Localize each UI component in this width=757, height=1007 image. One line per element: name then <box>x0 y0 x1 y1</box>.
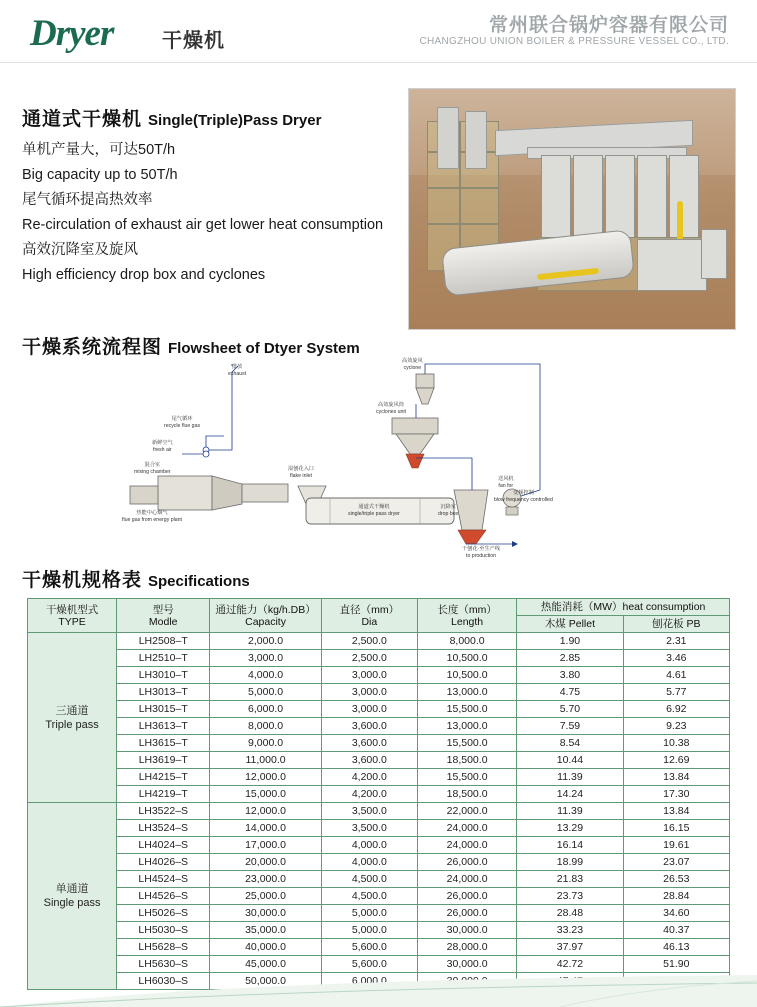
cell-length: 8,000.0 <box>417 633 516 650</box>
cell-length: 26,000.0 <box>417 888 516 905</box>
table-row <box>28 667 730 684</box>
group-label-single-pass: 单通道 Single pass <box>28 803 117 990</box>
cell-length: 28,000.0 <box>417 939 516 956</box>
table-row <box>28 871 730 888</box>
feature-item: 高效沉降室及旋风 <box>22 242 138 258</box>
footer-decoration <box>0 973 757 1007</box>
cell-model: LH4026–S <box>117 854 210 871</box>
cell-pellet: 11.39 <box>517 803 623 820</box>
table-row <box>28 718 730 735</box>
cell-length: 30,000.0 <box>417 922 516 939</box>
cell-diameter: 5,000.0 <box>321 905 417 922</box>
cell-pellet: 33.23 <box>517 922 623 939</box>
section-heading-flowsheet-cn: 干燥系统流程图 <box>22 337 163 358</box>
photo-discharge-box <box>637 239 707 291</box>
cell-pb: 16.15 <box>623 820 729 837</box>
cell-length: 30,000.0 <box>417 956 516 973</box>
cell-capacity: 6,000.0 <box>210 701 321 718</box>
flowsheet-label: 高效旋风 cyclone <box>402 358 423 371</box>
table-row <box>28 888 730 905</box>
cell-capacity: 23,000.0 <box>210 871 321 888</box>
page-title-en: Dryer <box>30 13 114 54</box>
cell-pellet: 10.44 <box>517 752 623 769</box>
cell-capacity: 9,000.0 <box>210 735 321 752</box>
cell-length: 24,000.0 <box>417 820 516 837</box>
cell-pellet: 5.70 <box>517 701 623 718</box>
cell-length: 18,500.0 <box>417 752 516 769</box>
cell-capacity: 12,000.0 <box>210 803 321 820</box>
cell-diameter: 5,600.0 <box>321 956 417 973</box>
flowsheet-label: 尾气循环 recycle flue gas <box>164 416 201 429</box>
page-title-cn: 干燥机 <box>162 30 225 52</box>
cell-pellet: 4.75 <box>517 684 623 701</box>
cell-diameter: 4,500.0 <box>321 871 417 888</box>
col-model: 型号 Modle <box>117 599 210 633</box>
cell-pb: 19.61 <box>623 837 729 854</box>
feature-item: 尾气循环提高热效率 <box>22 192 153 208</box>
cell-model: LH3524–S <box>117 820 210 837</box>
cell-length: 10,500.0 <box>417 667 516 684</box>
cell-capacity: 5,000.0 <box>210 684 321 701</box>
cell-pb: 13.84 <box>623 803 729 820</box>
cell-capacity: 20,000.0 <box>210 854 321 871</box>
cell-pb: 40.37 <box>623 922 729 939</box>
col-length: 长度（mm） Length <box>417 599 516 633</box>
cell-model: LH2510–T <box>117 650 210 667</box>
cell-diameter: 4,500.0 <box>321 888 417 905</box>
table-header <box>28 599 730 633</box>
cell-pellet: 16.14 <box>517 837 623 854</box>
cell-diameter: 2,500.0 <box>321 650 417 667</box>
cell-model: LH3522–S <box>117 803 210 820</box>
cell-model: LH5026–S <box>117 905 210 922</box>
col-capacity: 通过能力（kg/h.DB） Capacity <box>210 599 321 633</box>
section-heading-flowsheet-en: Flowsheet of Dtyer System <box>168 340 360 357</box>
cyclones-unit-symbol <box>392 418 438 468</box>
product-photo-dryer-plant <box>408 88 736 330</box>
cell-capacity: 2,000.0 <box>210 633 321 650</box>
cell-capacity: 30,000.0 <box>210 905 321 922</box>
photo-cyclone-unit <box>573 155 603 239</box>
flowsheet-label: 高效旋风筒 cyclones unit <box>376 402 406 415</box>
cell-pellet: 28.48 <box>517 905 623 922</box>
cell-model: LH6030–S <box>117 973 210 990</box>
page-header <box>0 0 757 62</box>
table-row <box>28 820 730 837</box>
cell-length: 15,500.0 <box>417 769 516 786</box>
group-label-triple-pass: 三通道 Triple pass <box>28 633 117 803</box>
section-heading-dryer <box>22 104 321 131</box>
cell-capacity: 45,000.0 <box>210 956 321 973</box>
cell-pb: 23.07 <box>623 854 729 871</box>
cell-pb: 10.38 <box>623 735 729 752</box>
drop-box-symbol <box>454 490 488 544</box>
col-type: 干燥机型式 TYPE <box>28 599 117 633</box>
cell-diameter: 2,500.0 <box>321 633 417 650</box>
feature-item: 单机产量大，可达50T/h <box>22 142 176 158</box>
cell-model: LH4526–S <box>117 888 210 905</box>
cell-diameter: 3,500.0 <box>321 803 417 820</box>
section-heading-specifications <box>22 565 250 592</box>
photo-cyclone-unit <box>605 155 635 239</box>
cell-capacity: 3,000.0 <box>210 650 321 667</box>
cell-model: LH4524–S <box>117 871 210 888</box>
photo-cyclone-unit <box>637 155 667 239</box>
photo-cyclone-unit <box>541 155 571 239</box>
cell-length: 10,500.0 <box>417 650 516 667</box>
cell-diameter: 3,600.0 <box>321 718 417 735</box>
company-name-cn: 常州联合锅炉容器有限公司 <box>488 15 729 36</box>
mixing-chamber-symbol <box>158 476 242 510</box>
photo-steel-beam <box>427 223 499 225</box>
photo-cyclone-tower <box>465 111 487 169</box>
table-row <box>28 837 730 854</box>
table-row <box>28 803 730 820</box>
cell-pb: 17.30 <box>623 786 729 803</box>
cell-diameter: 3,000.0 <box>321 684 417 701</box>
cell-pb: 26.53 <box>623 871 729 888</box>
cell-pellet: 21.83 <box>517 871 623 888</box>
cell-length: 26,000.0 <box>417 905 516 922</box>
specifications-table <box>27 598 730 990</box>
cell-length: 15,500.0 <box>417 701 516 718</box>
cell-pellet: 13.29 <box>517 820 623 837</box>
cell-capacity: 25,000.0 <box>210 888 321 905</box>
cell-pb: 12.69 <box>623 752 729 769</box>
cell-pellet: 3.80 <box>517 667 623 684</box>
cell-pb: 4.61 <box>623 667 729 684</box>
cell-model: LH3015–T <box>117 701 210 718</box>
table-row <box>28 735 730 752</box>
company-name-en: CHANGZHOU UNION BOILER & PRESSURE VESSEL CO., LTD. <box>419 36 729 47</box>
cell-pb: 2.31 <box>623 633 729 650</box>
table-row <box>28 752 730 769</box>
cell-model: LH3010–T <box>117 667 210 684</box>
cell-pellet: 42.72 <box>517 956 623 973</box>
section-heading-dryer-en: Single(Triple)Pass Dryer <box>148 112 322 129</box>
cell-capacity: 4,000.0 <box>210 667 321 684</box>
flowsheet-label: 排放 exhaust <box>228 364 247 377</box>
cyclone-symbol <box>416 374 434 404</box>
cell-diameter: 4,200.0 <box>321 769 417 786</box>
cell-pb: 3.46 <box>623 650 729 667</box>
cell-pb: 34.60 <box>623 905 729 922</box>
cell-model: LH2508–T <box>117 633 210 650</box>
cell-diameter: 4,200.0 <box>321 786 417 803</box>
table-row <box>28 633 730 650</box>
flowsheet-label: 沉降室 drop box <box>438 504 459 517</box>
cell-diameter: 6,000.0 <box>321 973 417 990</box>
cell-diameter: 5,600.0 <box>321 939 417 956</box>
flowsheet-label: 通道式干燥机 single/triple pass dryer <box>348 504 400 517</box>
section-heading-flowsheet <box>22 332 360 359</box>
photo-cyclone-unit <box>669 155 699 239</box>
cell-length: 13,000.0 <box>417 684 516 701</box>
cell-model: LH4024–S <box>117 837 210 854</box>
cell-length: 13,000.0 <box>417 718 516 735</box>
table-row <box>28 650 730 667</box>
cell-capacity: 40,000.0 <box>210 939 321 956</box>
cell-capacity: 14,000.0 <box>210 820 321 837</box>
cell-diameter: 3,500.0 <box>321 820 417 837</box>
cell-pellet: 2.85 <box>517 650 623 667</box>
flowsheet-label: 新鲜空气 fresh air <box>152 440 173 453</box>
cell-length: 18,500.0 <box>417 786 516 803</box>
photo-steel-beam <box>427 187 499 189</box>
header-divider <box>0 62 757 63</box>
feature-item: Re-circulation of exhaust air get lower heat consumption <box>22 217 384 233</box>
cell-diameter: 3,000.0 <box>321 667 417 684</box>
table-row <box>28 854 730 871</box>
cell-length: 15,500.0 <box>417 735 516 752</box>
cell-capacity: 17,000.0 <box>210 837 321 854</box>
cell-length: 24,000.0 <box>417 871 516 888</box>
cell-model: LH4219–T <box>117 786 210 803</box>
table-row <box>28 956 730 973</box>
feature-item: Big capacity up to 50T/h <box>22 167 178 183</box>
flowsheet-label: 干刨花·至生产线 to production <box>462 546 501 559</box>
cell-model: LH5630–S <box>117 956 210 973</box>
flowsheet-label: 送风机 fan for <box>498 476 514 489</box>
table-row <box>28 905 730 922</box>
valve-symbol <box>203 447 209 457</box>
cell-model: LH3613–T <box>117 718 210 735</box>
flowsheet-label: 混合室 mixing chamber <box>134 462 171 475</box>
table-row <box>28 939 730 956</box>
flowsheet-diagram <box>120 358 680 558</box>
col-diameter: 直径（mm） Dia <box>321 599 417 633</box>
photo-fan-unit <box>701 229 727 279</box>
cell-pb: 6.92 <box>623 701 729 718</box>
footer-swoosh-svg <box>0 973 757 1007</box>
cell-model: LH4215–T <box>117 769 210 786</box>
cell-pb: 51.90 <box>623 956 729 973</box>
table-row <box>28 769 730 786</box>
col-heat-consumption: 热能消耗（MW）heat consumption <box>517 599 730 616</box>
cell-pb: 9.23 <box>623 718 729 735</box>
table-row <box>28 701 730 718</box>
flowsheet-svg <box>120 358 680 558</box>
table-header-row <box>28 599 730 616</box>
cell-model: LH3013–T <box>117 684 210 701</box>
cell-length: 22,000.0 <box>417 803 516 820</box>
cell-diameter: 3,600.0 <box>321 735 417 752</box>
cell-diameter: 4,000.0 <box>321 837 417 854</box>
section-heading-dryer-cn: 通道式干燥机 <box>22 109 143 130</box>
cell-diameter: 3,600.0 <box>321 752 417 769</box>
cell-capacity: 11,000.0 <box>210 752 321 769</box>
cell-pb: 28.84 <box>623 888 729 905</box>
cell-capacity: 12,000.0 <box>210 769 321 786</box>
flue-gas-inlet-symbol <box>130 486 158 504</box>
cell-pellet: 18.99 <box>517 854 623 871</box>
flowsheet-label: 变频控制 blow frequency controlled <box>494 490 553 503</box>
cell-capacity: 15,000.0 <box>210 786 321 803</box>
table-row <box>28 684 730 701</box>
cell-pellet: 23.73 <box>517 888 623 905</box>
photo-cyclone-tower <box>437 107 459 169</box>
cell-capacity: 8,000.0 <box>210 718 321 735</box>
section-heading-specifications-en: Specifications <box>148 573 250 590</box>
cell-capacity: 50,000.0 <box>210 973 321 990</box>
feature-list <box>22 138 402 288</box>
cell-model: LH5628–S <box>117 939 210 956</box>
table-row <box>28 922 730 939</box>
section-heading-specifications-cn: 干燥机规格表 <box>22 570 143 591</box>
cell-pellet: 37.97 <box>517 939 623 956</box>
table-body <box>28 633 730 990</box>
transition-duct-symbol <box>242 484 288 502</box>
table-row <box>28 786 730 803</box>
cell-diameter: 3,000.0 <box>321 701 417 718</box>
cell-pb: 13.84 <box>623 769 729 786</box>
cell-pellet: 11.39 <box>517 769 623 786</box>
cell-diameter: 5,000.0 <box>321 922 417 939</box>
col-pellet: 木煤 Pellet <box>517 616 623 633</box>
cell-pellet: 1.90 <box>517 633 623 650</box>
cell-model: LH3615–T <box>117 735 210 752</box>
cell-pellet: 8.54 <box>517 735 623 752</box>
flowsheet-label: 湿刨花入口 flake inlet <box>288 466 314 479</box>
cell-model: LH3619–T <box>117 752 210 769</box>
cell-capacity: 35,000.0 <box>210 922 321 939</box>
cell-pellet: 14.24 <box>517 786 623 803</box>
col-pb: 刨花板 PB <box>623 616 729 633</box>
cell-pb: 5.77 <box>623 684 729 701</box>
cell-pellet: 7.59 <box>517 718 623 735</box>
cell-length: 24,000.0 <box>417 837 516 854</box>
cell-length: 26,000.0 <box>417 854 516 871</box>
cell-model: LH5030–S <box>117 922 210 939</box>
feature-item: High efficiency drop box and cyclones <box>22 267 266 283</box>
flowsheet-label: 热能中心烟气 flue gas from energy plant <box>122 510 182 523</box>
cell-pb: 46.13 <box>623 939 729 956</box>
cell-diameter: 4,000.0 <box>321 854 417 871</box>
